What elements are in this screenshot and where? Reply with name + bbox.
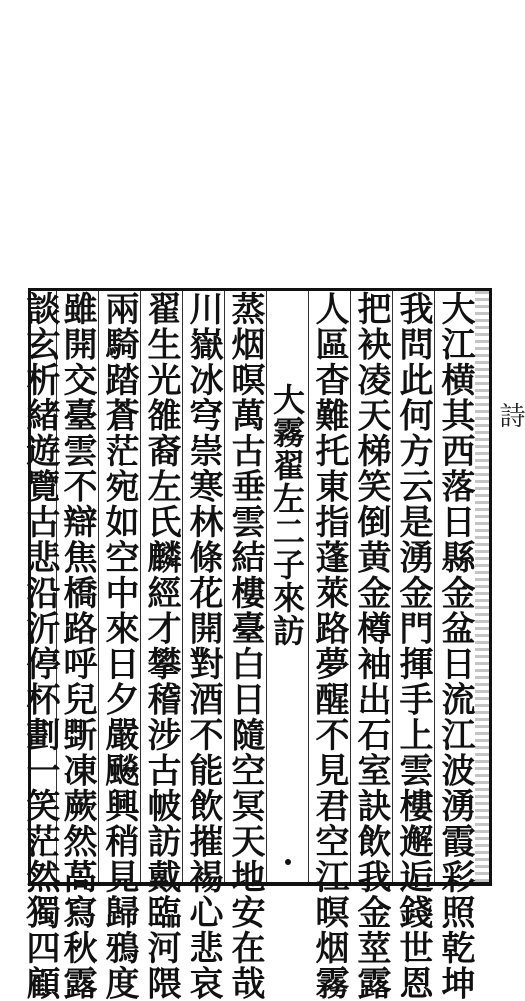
text-column-6 [225,291,265,1001]
page-frame [20,288,492,1001]
column-text: 大江横其西落日縣金盆日流江波湧霞彩照乾坤 [435,291,475,1001]
column-rule [434,291,435,882]
column-text: 翟生光雒裔左氏麟經才攀稽涉古帔訪戴臨河隈 [141,291,181,1001]
page-edge [475,291,489,882]
punctuation-dot [285,859,291,865]
margin-mark: 詩 [495,402,525,428]
column-rule [308,291,309,882]
column-rule [350,291,351,882]
text-column-4 [309,291,349,1001]
column-rule [182,291,183,882]
column-text: 兩騎踏蒼茫宛如空中來日夕嚴飈興稍見歸鴉度 [99,291,139,1001]
column-text: 談玄析緒遊覽古悲沿沂停杯劃一笑茫然獨四顧 [20,291,60,1001]
column-rule [224,291,225,882]
column-text: 蒸烟暝萬古垂雲結樓臺白日隨空冥天地安在哉 [225,291,265,1001]
text-column-1 [435,291,475,1001]
column-rule [266,291,267,882]
column-text: 把袂凌天梯笑倒黄金樽袖出石室訣飲我金莖露 [351,291,391,1001]
poem-title: 大霧翟左二子來訪 [268,383,306,647]
text-column-11 [20,291,60,1001]
column-text: 川嶽冰穹崇寒林條花開對酒不能飲摧裼心悲哀 [183,291,223,1001]
text-column-10 [57,291,97,1001]
column-rule [392,291,393,882]
column-text: 雖開交臺雲不辯焦橋路呼兒斲凍蕨然萵寫秋露 [57,291,97,1001]
text-column-2 [393,291,433,1001]
text-column-7 [183,291,223,1001]
text-column-9 [99,291,139,1001]
text-column-3 [351,291,391,1001]
column-text: 我問此何方云是湧金門揮手上雲樓邂逅錢世恩 [393,291,433,1001]
column-text: 人區杳難托東指蓬萊路夢醒不見君空江暝烟霧 [309,291,349,1001]
text-column-8 [141,291,181,1001]
poem-title-column [267,291,307,882]
column-rule [140,291,141,882]
column-rule [98,291,99,882]
